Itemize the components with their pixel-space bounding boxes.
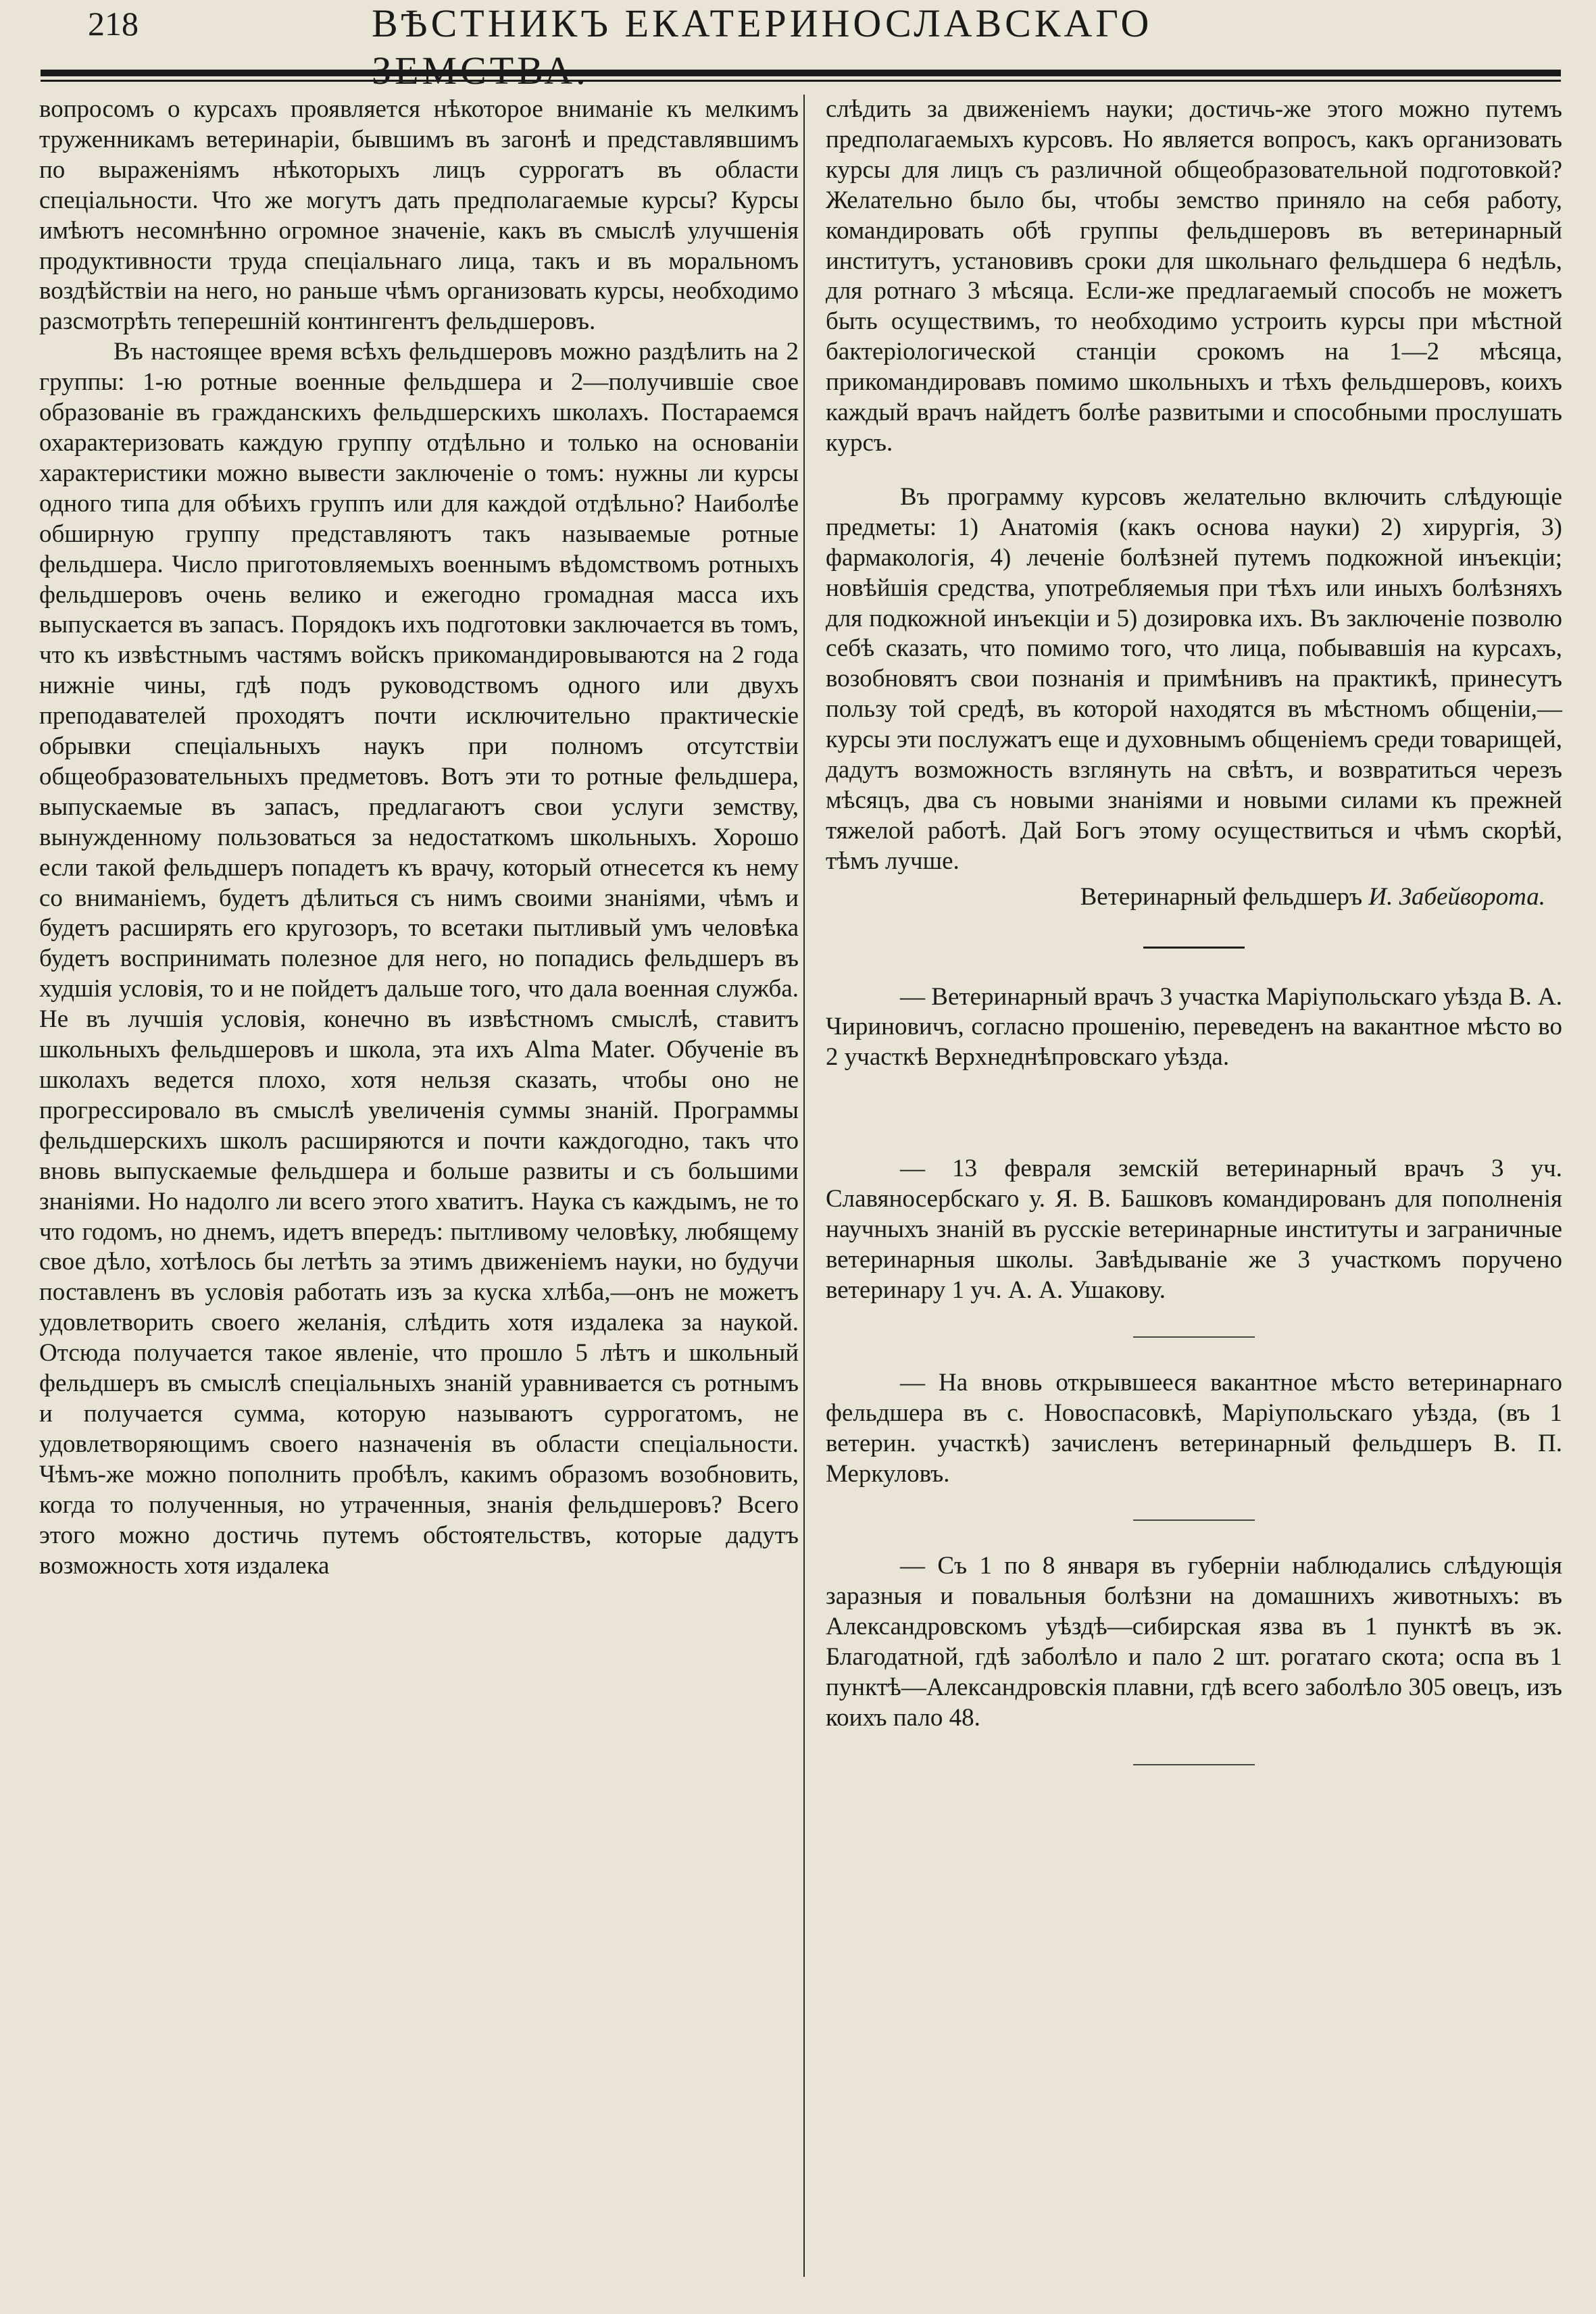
page-number: 218 [88, 5, 139, 43]
right-column [826, 95, 1562, 1796]
spacer [826, 1073, 1562, 1154]
article-paragraph: Въ настоящее время всѣхъ фельдшеровъ можно раздѣлить на 2 группы: 1-ю ротные военные фельдшера и 2—получившіе свое образованіе въ гражданскихъ фельдшерскихъ школахъ. Постараемся охарактеризовать каждую группу отдѣльно и только на основаніи характеристики можно вывести заключеніе о томъ: нужны ли курсы одного типа для обѣихъ группъ или для каждой отдѣльно? Наиболѣе обширную группу представляютъ такъ называемые ротные фельдшера. Число приготовляемыхъ военнымъ вѣдомствомъ ротныхъ фельдшеровъ очень велико и ежегодно громадная масса ихъ выпускается въ запасъ. Порядокъ ихъ подготовки заключается въ томъ, что къ извѣстнымъ частямъ войскъ прикомандировываются на 2 года нижніе чины, гдѣ подъ руководствомъ одного или двухъ преподавателей проходятъ почти исключительно практическіе обрывки спеціальныхъ наукъ при полномъ отсутствіи общеобразовательныхъ предметовъ. Вотъ эти то ротные фельдшера, выпускаемые въ запасъ, предлагаютъ свои услуги земству, вынужденному пользоваться за недостаткомъ школьныхъ. Хорошо если такой фельдшеръ попадетъ къ врачу, который отнесется къ нему со вниманіемъ, будетъ дѣлиться съ нимъ своими знаніями, чѣмъ и будетъ расширять его кругозоръ, то всетаки пытливый умъ человѣка будетъ воспринимать полезное для него, но попадись фельдшеръ въ худшія условія, то и не пойдетъ дальше того, что дала военная служба. Не въ лучшія условія, конечно въ извѣстномъ смыслѣ, ставитъ школьныхъ фельдшеровъ и школа, эта ихъ Alma Mater. Обученіе въ школахъ ведется плохо, хотя нельзя сказать, чтобы оно не прогрессировало въ смыслѣ увеличенія суммы знаній. Программы фельдшерскихъ школъ расширяются и почти каждогодно, такъ что вновь выпускаемые фельдшера и больше развиты и съ большими знаніями. Но надолго ли всего этого хватитъ. Наука съ каждымъ, не то что годомъ, но днемъ, идетъ впередъ: пытливому человѣку, любящему свое дѣло, хотѣлось бы летѣть за этимъ движеніемъ науки, но будучи поставленъ въ условія работать изъ за куска хлѣба,—онъ не можетъ удовлетворить своего желанія, слѣдить хотя издалека за наукой. Отсюда получается такое явленіе, что прошло 5 лѣтъ и школьный фельдшеръ въ смыслѣ спеціальныхъ знаній уравнивается съ ротнымъ и получается сумма, которую называютъ суррогатомъ, не удовлетворяющимъ своего назначенія въ области спеціальности. Чѣмъ-же можно пополнить пробѣлъ, какимъ образомъ возобновить, когда то полученныя, но утраченныя, знанія фельдшеровъ? Всего этого можно достичь путемъ обстоятельствъ, которые дадутъ возможность хотя издалека [39, 338, 799, 1580]
section-divider [1143, 947, 1245, 949]
article-paragraph-continued: вопросомъ о курсахъ проявляется нѣкоторое вниманіе къ мелкимъ труженникамъ ветеринаріи, бывшимъ въ загонѣ и представлявшимъ по выраженіямъ нѣкоторыхъ лицъ суррогатъ въ области спеціальности. Что же могутъ дать предполагаемые курсы? Курсы имѣютъ несомнѣнно огромное значеніе, какъ въ смыслѣ улучшенія продуктивности труда спеціальнаго лица, такъ и въ моральномъ воздѣйствіи на него, но раньше чѣмъ организовать курсы, необходимо разсмотрѣть теперешній контингентъ фельдшеровъ. [39, 95, 799, 336]
left-column [39, 95, 799, 1581]
journal-title: ВѢСТНИКЪ ЕКАТЕРИНОСЛАВСКАГО [372, 1, 1153, 45]
news-divider [1133, 1336, 1255, 1338]
article-signature [826, 882, 1562, 913]
signature-role: Ветеринарный фельдшеръ [1080, 882, 1363, 911]
news-item: — Съ 1 по 8 января въ губерніи наблюдались слѣдующія заразныя и повальныя болѣзни на домашнихъ животныхъ: въ Александровскомъ уѣздѣ—сибирская язва въ 1 пунктѣ въ эк. Благодатной, гдѣ заболѣло и пало 2 шт. рогатаго скота; оспа въ 1 пунктѣ—Александровскія плавни, гдѣ всего заболѣло 305 овецъ, изъ коихъ пало 48. [826, 1552, 1562, 1732]
column-divider [803, 95, 805, 2277]
news-item: — 13 февраля земскій ветеринарный врачъ 3 уч. Славяносербскаго у. Я. В. Башковъ командированъ для пополненія научныхъ знаній въ русскіе ветеринарные институты и заграничные ветеринарныя школы. Завѣдываніе же 3 участкомъ поручено ветеринару 1 уч. А. А. Ушакову. [826, 1155, 1562, 1304]
article-paragraph-conclusion: Въ программу курсовъ желательно включить слѣдующіе предметы: 1) Анатомія (какъ основа науки) 2) хирургія, 3) фармакологія, 4) леченіе болѣзней путемъ подкожной инъекціи; новѣйшія средства, употребляемыя при тѣхъ или иныхъ болѣзняхъ для подкожной инъекціи и 5) дозировка ихъ. Въ заключеніе позволю себѣ сказать, что помимо того, что лица, побывавшія на курсахъ, возобновятъ свои познанія и примѣнивъ на практикѣ, принесутъ пользу той средѣ, въ которой находятся въ мѣстномъ общеніи,—курсы эти послужатъ еще и духовнымъ общеніемъ среди товарищей, дадутъ возможность взглянуть на свѣтъ, и возвратиться черезъ мѣсяцъ, два съ новыми знаніями и новыми силами къ прежней тяжелой работѣ. Дай Богъ этому осуществиться и чѣмъ скорѣй, тѣмъ лучше. [826, 482, 1562, 875]
page-header [41, 0, 1554, 68]
header-rule-thick [41, 70, 1561, 76]
news-divider [1133, 1519, 1255, 1521]
news-item: — На вновь открывшееся вакантное мѣсто ветеринарнаго фельдшера въ с. Новоспасовкѣ, Маріупольскаго уѣзда, (въ 1 ветерин. участкѣ) зачисленъ ветеринарный фельдшеръ В. П. Меркуловъ. [826, 1368, 1562, 1488]
news-item: — Ветеринарный врачъ 3 участка Маріупольскаго уѣзда В. А. Чириновичъ, согласно прошенію, переведенъ на вакантное мѣсто во 2 участкѣ Верхнеднѣпровскаго уѣзда. [826, 982, 1562, 1072]
header-rule-thin [41, 80, 1561, 82]
signature-author: И. Забейворота. [1368, 882, 1545, 911]
news-divider [1133, 1764, 1255, 1765]
article-paragraph: слѣдить за движеніемъ науки; достичь-же этого можно путемъ предполагаемыхъ курсовъ. Но является вопросъ, какъ организовать курсы для лицъ съ различной общеобразовательной подготовкой? Желательно было бы, чтобы земство приняло на себя работу, командировать обѣ группы фельдшеровъ въ ветеринарный институтъ, установивъ сроки для школьнаго фельдшера 6 недѣль, для ротнаго 3 мѣсяца. Если-же предлагаемый способъ не можетъ быть осуществимъ, то необходимо устроить курсы при мѣстной бактеріологической станціи срокомъ на 1—2 мѣсяца, прикомандировавъ помимо школьныхъ и тѣхъ фельдшеровъ, коихъ каждый врачъ найдетъ болѣе развитыми и способными прослушать курсъ. [826, 95, 1562, 457]
